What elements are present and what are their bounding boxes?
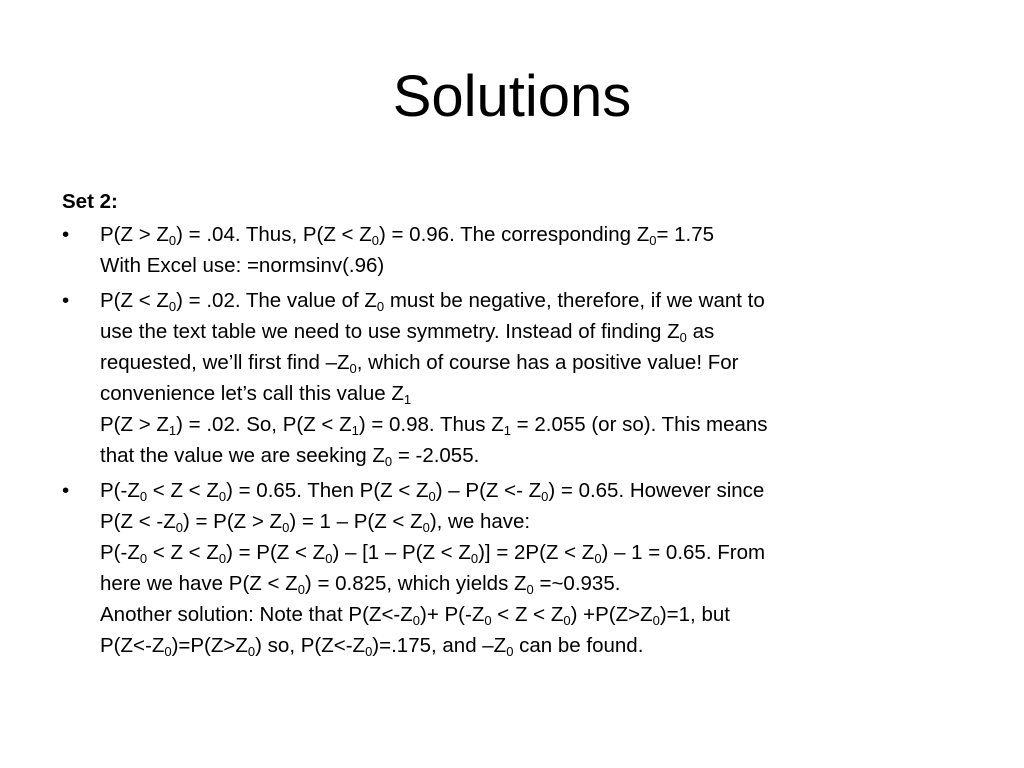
bullet-line: $P(Z < Z_0) = .02$. The value of $Z_0$ must be negative, therefore, if we want to — [100, 289, 765, 314]
bullet-line: that the value we are seeking $Z_0 = -2.055$. — [100, 444, 480, 469]
bullet-line: requested, we’ll first find $-Z_0$, which of course has a positive value! For — [100, 351, 739, 376]
bullet-line: $P(Z < -Z_0) = P(Z > Z_0) = 1 - P(Z < Z_0)$, we have: — [100, 510, 531, 535]
bullet-icon: • — [62, 223, 70, 246]
bullet-line: $P(Z > Z_1) = .02$. So, $P(Z < Z_1) = 0.98$. Thus $Z_1 = 2.055$ (or so). This means — [100, 413, 768, 438]
bullet-item-3 — [62, 475, 962, 661]
set-heading: Set 2: — [62, 190, 118, 213]
slide-title: Solutions — [392, 64, 632, 129]
bullet-line: $P(-Z_0 < Z < Z_0) = 0.65$. Then $P(Z < Z_0) - P(Z <- Z_0) = 0.65$. However since — [100, 479, 765, 504]
bullet-line: Another solution: Note that $P(Z<-Z_0)+ P(-Z_0 < Z < Z_0) +P(Z>Z_0)=1$, but — [100, 603, 730, 628]
bullet-line: use the text table we need to use symmetry. Instead of finding $Z_0$ as — [100, 320, 715, 345]
slide-content — [62, 186, 962, 665]
bullet-line: here we have $P(Z < Z_0) = 0.825$, which yields $Z_0$ =~0.935. — [100, 572, 621, 597]
bullet-line: convenience let’s call this value $Z_1$ — [100, 382, 412, 407]
bullet-icon: • — [62, 289, 70, 312]
bullet-line: $P(-Z_0 < Z < Z_0) = P(Z < Z_0) - [1 - P(Z < Z_0)] = 2P(Z < Z_0) - 1 = 0.65$. From — [100, 541, 766, 566]
bullet-line: $P(Z<-Z_0)=P(Z>Z_0)$ so, $P(Z<-Z_0)=.175$, and $-Z_0$ can be found. — [100, 634, 644, 659]
bullet-item-1 — [62, 219, 962, 281]
bullet-list — [62, 219, 962, 661]
bullet-icon: • — [62, 479, 70, 502]
bullet-line: $P(Z > Z_0) = .04$. Thus, $P(Z < Z_0) = 0.96$. The corresponding $Z_0= 1.75$ — [100, 223, 715, 248]
bullet-line: With Excel use: =normsinv(.96) — [100, 254, 385, 277]
bullet-item-2 — [62, 285, 962, 471]
